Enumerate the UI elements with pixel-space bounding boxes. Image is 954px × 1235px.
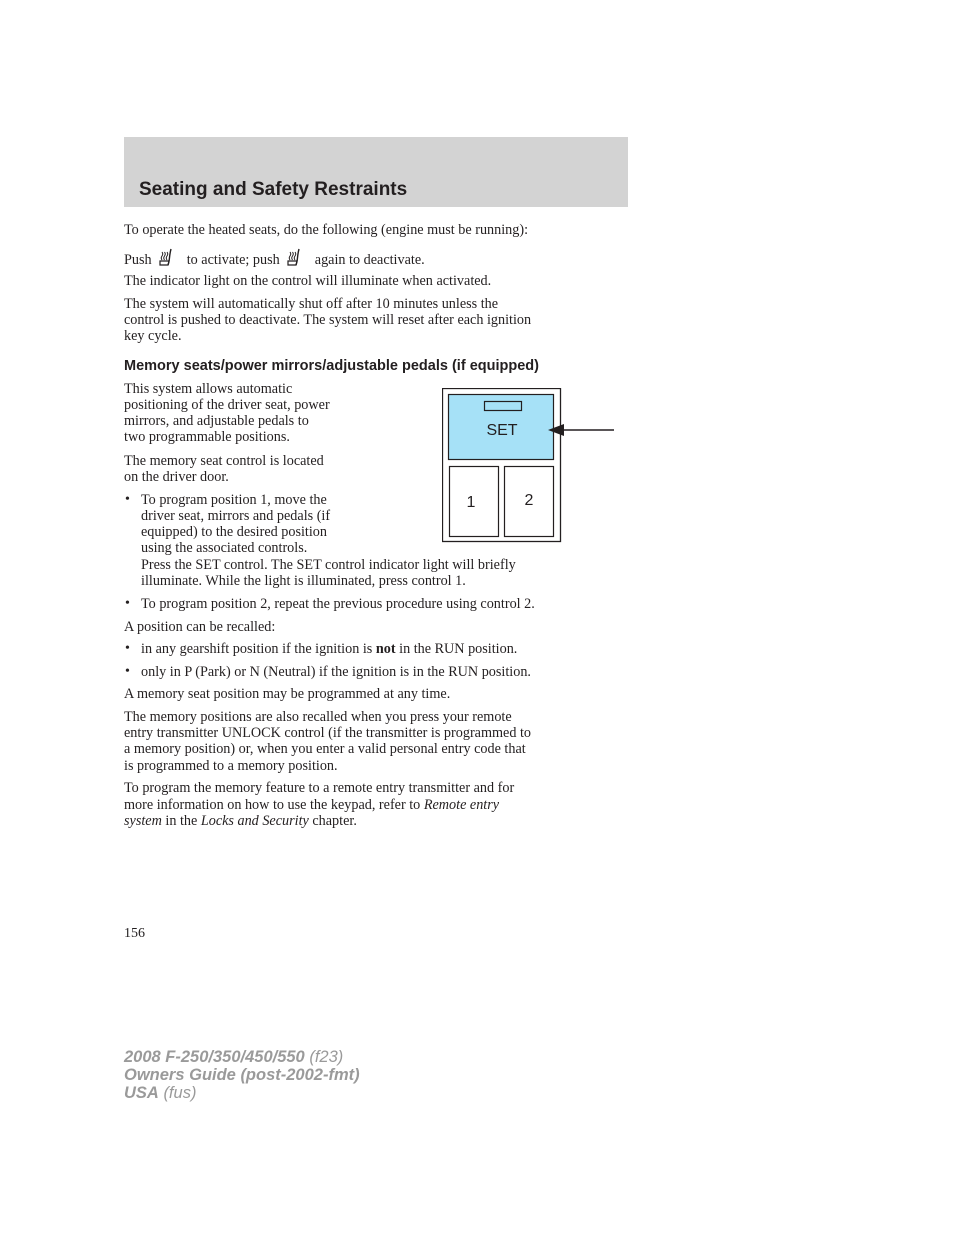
memory-intro-2: positioning of the driver seat, power bbox=[124, 397, 330, 413]
memory-control-illustration bbox=[442, 388, 616, 544]
bullet1-line-4: using the associated controls. bbox=[141, 540, 308, 556]
bullet2-text: To program position 2, repeat the previous procedure using control 2. bbox=[141, 596, 535, 612]
bullet-dot: • bbox=[125, 492, 130, 507]
recall-bullet-2: only in P (Park) or N (Neutral) if the ignition is in the RUN position. bbox=[141, 664, 531, 680]
recall-1-bold: not bbox=[375, 641, 396, 657]
bullet1-line-5: Press the SET control. The SET control indicator light will briefly bbox=[141, 557, 516, 573]
footer-line-3 bbox=[124, 1084, 360, 1102]
program-line-2 bbox=[124, 797, 499, 813]
memory-intro-3: mirrors, and adjustable pedals to bbox=[124, 413, 309, 429]
program-3b: chapter. bbox=[312, 813, 357, 829]
shutoff-line-2: control is pushed to deactivate. The system will reset after each ignition bbox=[124, 312, 532, 328]
memory-seats-subheading: Memory seats/power mirrors/adjustable pedals (if equipped) bbox=[124, 358, 539, 374]
bullet-dot: • bbox=[125, 664, 130, 679]
recall-1b: in the RUN position. bbox=[399, 641, 518, 657]
remote-line-2: entry transmitter UNLOCK control (if the transmitter is programmed to bbox=[124, 725, 532, 741]
page-number: 156 bbox=[124, 926, 145, 941]
heated-seat-icon bbox=[285, 248, 305, 268]
footer-model-code: (f23) bbox=[309, 1048, 344, 1066]
bullet-dot: • bbox=[125, 596, 130, 611]
push-text: Push bbox=[124, 252, 152, 268]
footer-line-2 bbox=[124, 1066, 360, 1084]
footer-region-code: (fus) bbox=[163, 1084, 197, 1102]
bullet1-line-6: illuminate. While the light is illuminated, press control 1. bbox=[141, 573, 466, 589]
button-1-label: 1 bbox=[466, 494, 476, 511]
bullet-dot: • bbox=[125, 641, 130, 656]
section-header-band bbox=[124, 137, 628, 207]
shutoff-line-3: key cycle. bbox=[124, 328, 182, 344]
button-2-label: 2 bbox=[524, 492, 534, 509]
deactivate-text: again to deactivate. bbox=[314, 252, 425, 268]
remote-entry-ref: Remote entry bbox=[423, 797, 500, 813]
remote-line-1: The memory positions are also recalled when you press your remote bbox=[124, 709, 512, 725]
program-line-3 bbox=[124, 813, 357, 829]
memory-intro-4: two programmable positions. bbox=[124, 429, 290, 445]
footer-model: 2008 F-250/350/450/550 bbox=[124, 1048, 305, 1066]
system-ref: system bbox=[124, 813, 162, 829]
section-title: Seating and Safety Restraints bbox=[139, 179, 408, 200]
bullet1-line-2: driver seat, mirrors and pedals (if bbox=[141, 508, 331, 524]
bullet1-line-3: equipped) to the desired position bbox=[141, 524, 327, 540]
bullet1-line-1: To program position 1, move the bbox=[141, 492, 327, 508]
recall-1a: in any gearshift position if the ignition is bbox=[141, 641, 373, 657]
document-footer bbox=[124, 1048, 360, 1102]
heated-seats-intro: To operate the heated seats, do the following (engine must be running): bbox=[124, 222, 529, 238]
activate-text: to activate; push bbox=[186, 252, 280, 268]
footer-line-1 bbox=[124, 1048, 360, 1066]
memory-located-1: The memory seat control is located bbox=[124, 453, 324, 469]
heated-seat-icon bbox=[157, 248, 177, 268]
set-label: SET bbox=[486, 422, 518, 439]
memory-intro-1: This system allows automatic bbox=[124, 381, 293, 397]
memory-located-2: on the driver door. bbox=[124, 469, 229, 485]
set-indicator-light bbox=[485, 402, 522, 411]
program-2a: more information on how to use the keypad, refer to bbox=[124, 797, 421, 813]
locks-security-ref: Locks and Security bbox=[200, 813, 309, 829]
remote-line-3: a memory position) or, when you enter a valid personal entry code that bbox=[124, 741, 526, 757]
remote-line-4: is programmed to a memory position. bbox=[124, 758, 338, 774]
footer-guide: Owners Guide (post-2002-fmt) bbox=[124, 1066, 360, 1084]
recall-intro: A position can be recalled: bbox=[124, 619, 276, 635]
recall-bullet-1 bbox=[141, 641, 517, 657]
program-3a: in the bbox=[165, 813, 198, 829]
footer-region: USA bbox=[124, 1084, 159, 1102]
heated-seats-push-line bbox=[124, 248, 425, 268]
indicator-text: The indicator light on the control will illuminate when activated. bbox=[124, 273, 492, 289]
shutoff-line-1: The system will automatically shut off after 10 minutes unless the bbox=[124, 296, 499, 312]
program-line-1: To program the memory feature to a remote entry transmitter and for bbox=[124, 780, 515, 796]
anytime-text: A memory seat position may be programmed at any time. bbox=[124, 686, 451, 702]
